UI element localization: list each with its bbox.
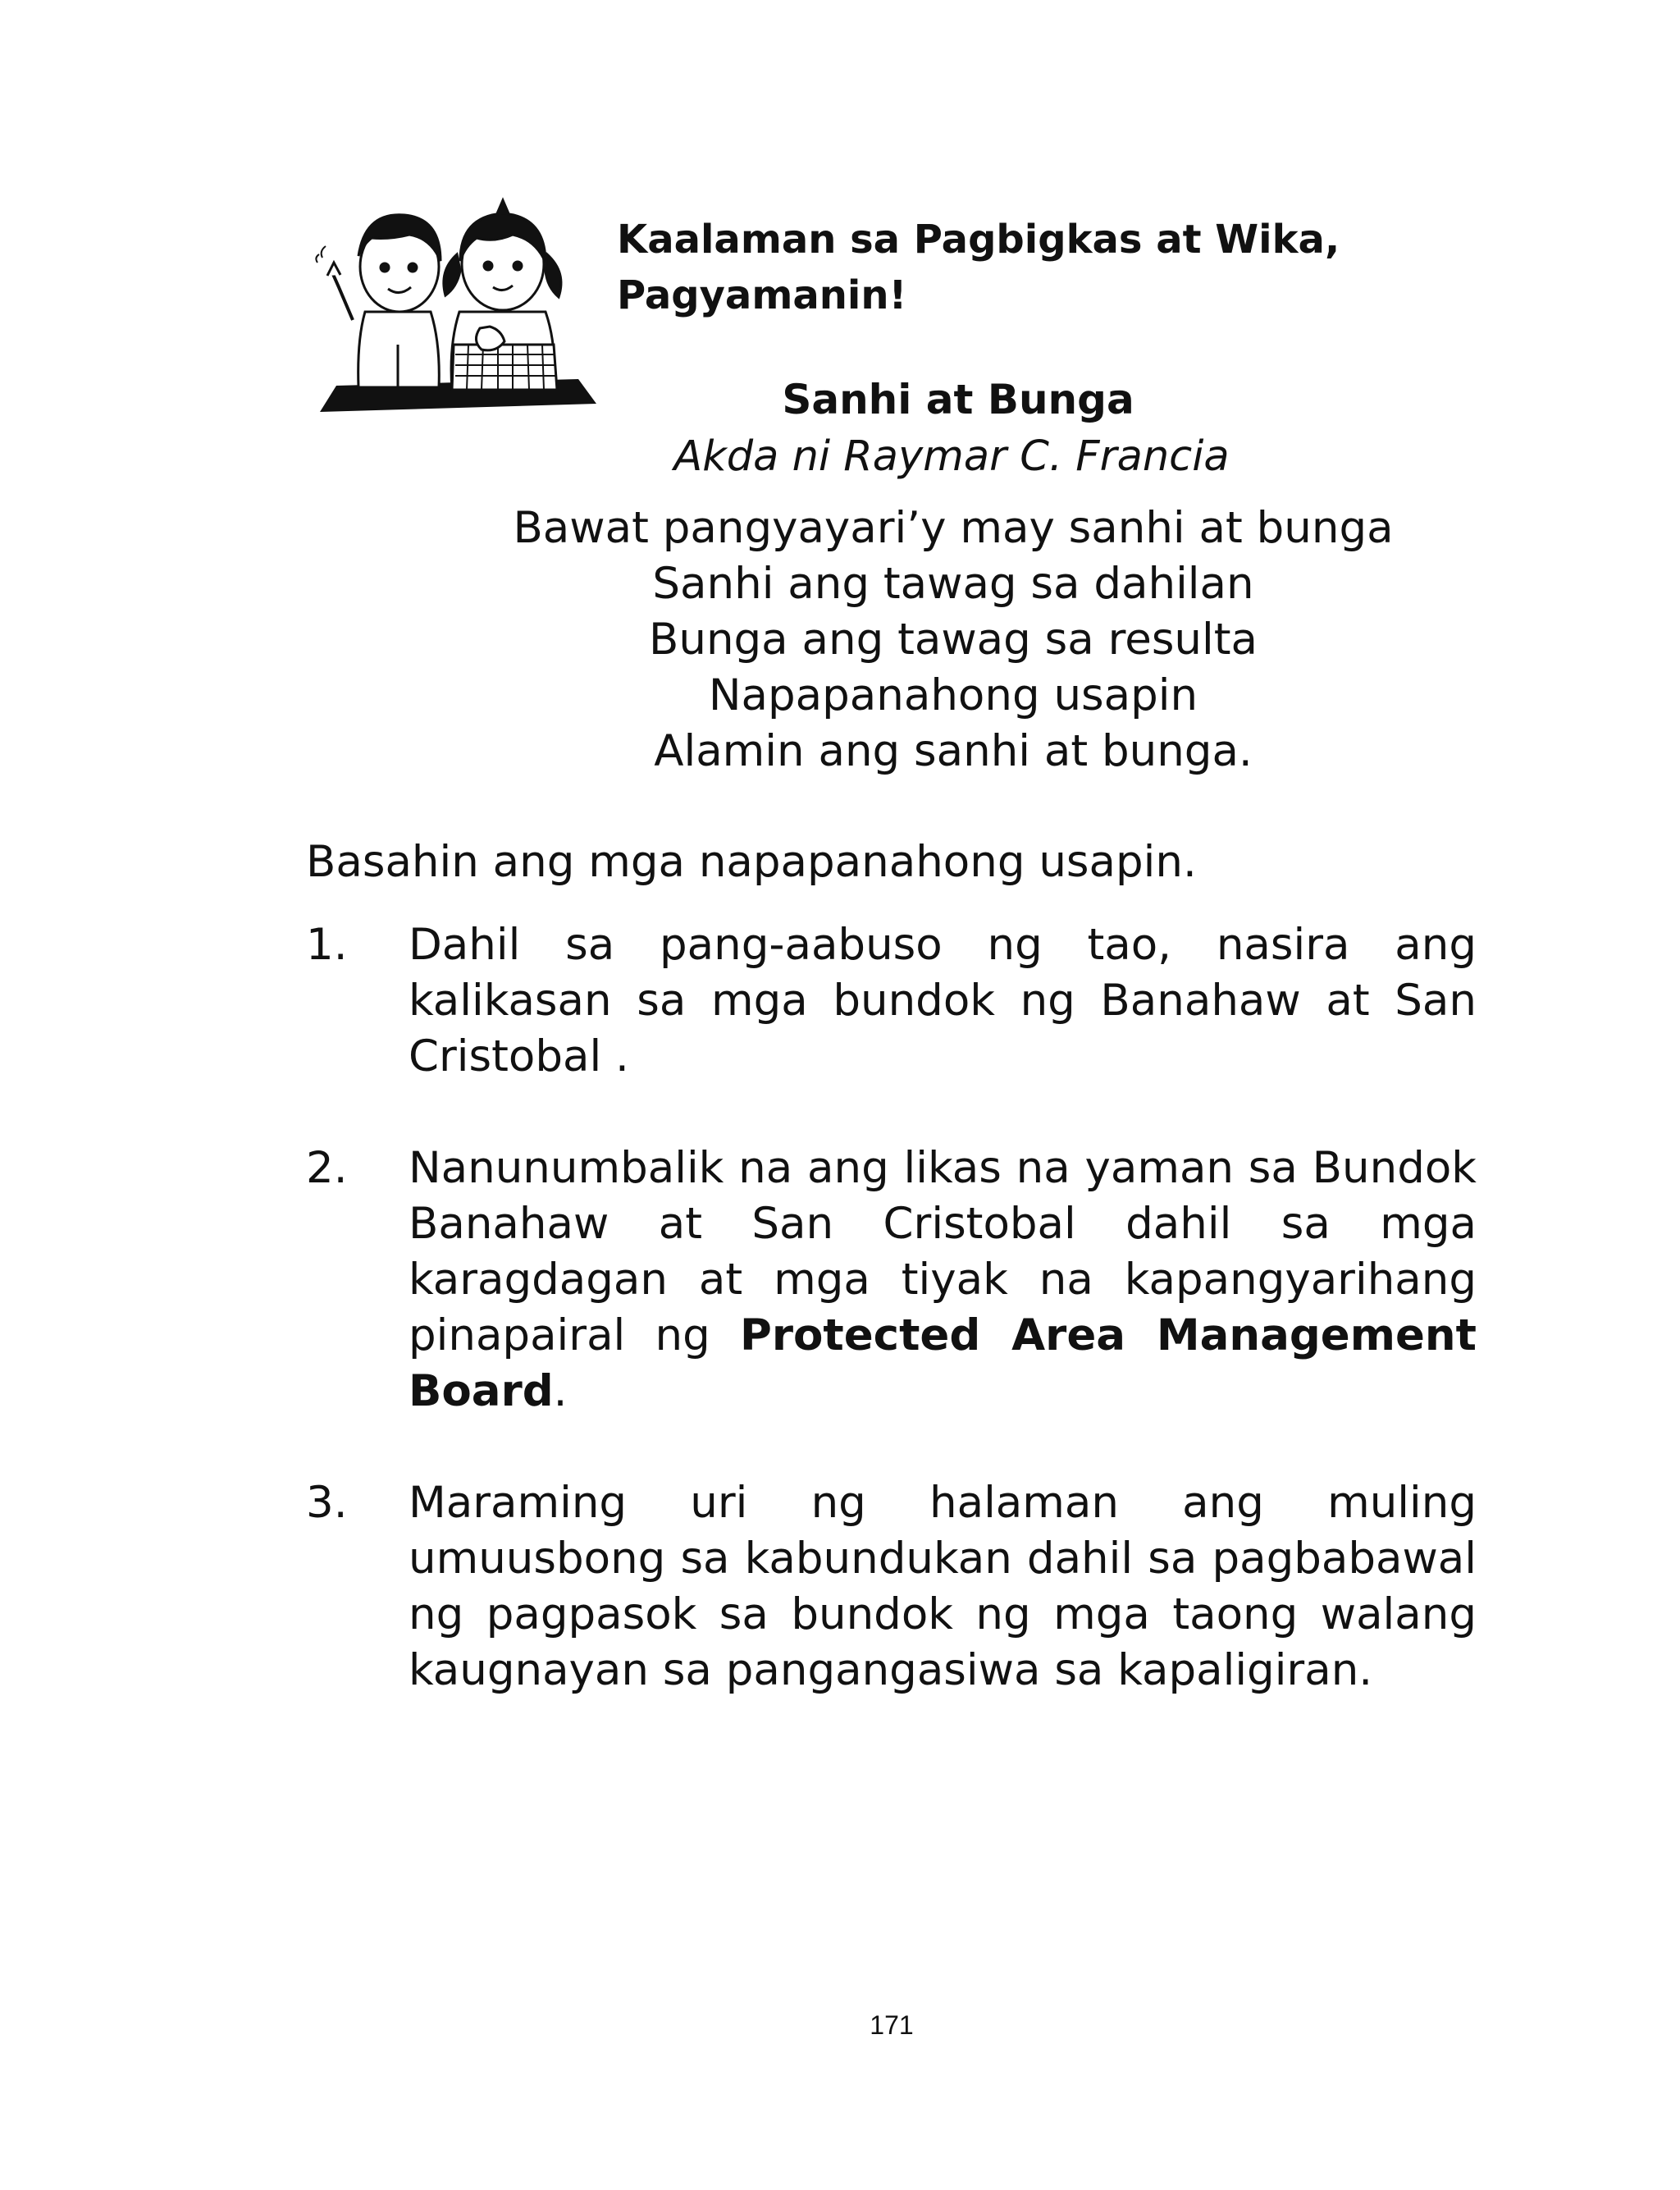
list-item (306, 1141, 1477, 1420)
list-item-number: 2. (306, 1143, 348, 1193)
list-item (306, 917, 1477, 1085)
list-item-number: 1. (306, 920, 348, 970)
list-item-text (409, 1141, 1477, 1420)
list-item-text-before: Nanunumbalik na ang likas na yaman sa Bundok Banahaw at San Cristobal dahil sa mga karagdagan at mga tiyak na kapangyarihang pinapairal ng (409, 1143, 1477, 1360)
list-item-text-bold: Protected Area Management Board (409, 1310, 1477, 1416)
list-item-text: Maraming uri ng halaman ang muling umuusbong sa kabundukan dahil sa pagbabawal ng pagpasok sa bundok ng mga taong walang kaugnayan sa pangangasiwa sa kapaligiran. (409, 1478, 1477, 1695)
page-number: 171 (870, 2010, 914, 2040)
numbered-list (306, 917, 1477, 1754)
instruction-text: Basahin ang mga napapanahong usapin. (306, 837, 1197, 887)
poem-author: Akda ni Raymar C. Francia (673, 432, 1230, 481)
boy-figure (316, 215, 441, 387)
section-heading-line1: Kaalaman sa Pagbigkas at Wika, (617, 217, 1340, 263)
poem-line: Napapanahong usapin (708, 670, 1198, 720)
poem-title: Sanhi at Bunga (782, 376, 1134, 423)
poem-line: Alamin ang sanhi at bunga. (654, 726, 1253, 776)
section-heading (617, 212, 1355, 323)
poem-line: Sanhi ang tawag sa dahilan (652, 559, 1254, 609)
list-item-text: Dahil sa pang-aabuso ng tao, nasira ang kalikasan sa mga bundok ng Banahaw at San Cristobal . (409, 920, 1477, 1081)
poem-line: Bawat pangyayari’y may sanhi at bunga (513, 503, 1394, 553)
girl-figure (444, 200, 561, 390)
list-item-text-after: . (553, 1366, 568, 1416)
poem-line: Bunga ang tawag sa resulta (649, 615, 1258, 665)
list-item (306, 1475, 1477, 1699)
section-heading-line2: Pagyamanin! (617, 272, 907, 318)
list-item-number: 3. (306, 1478, 348, 1528)
poem-lines (0, 501, 1680, 780)
